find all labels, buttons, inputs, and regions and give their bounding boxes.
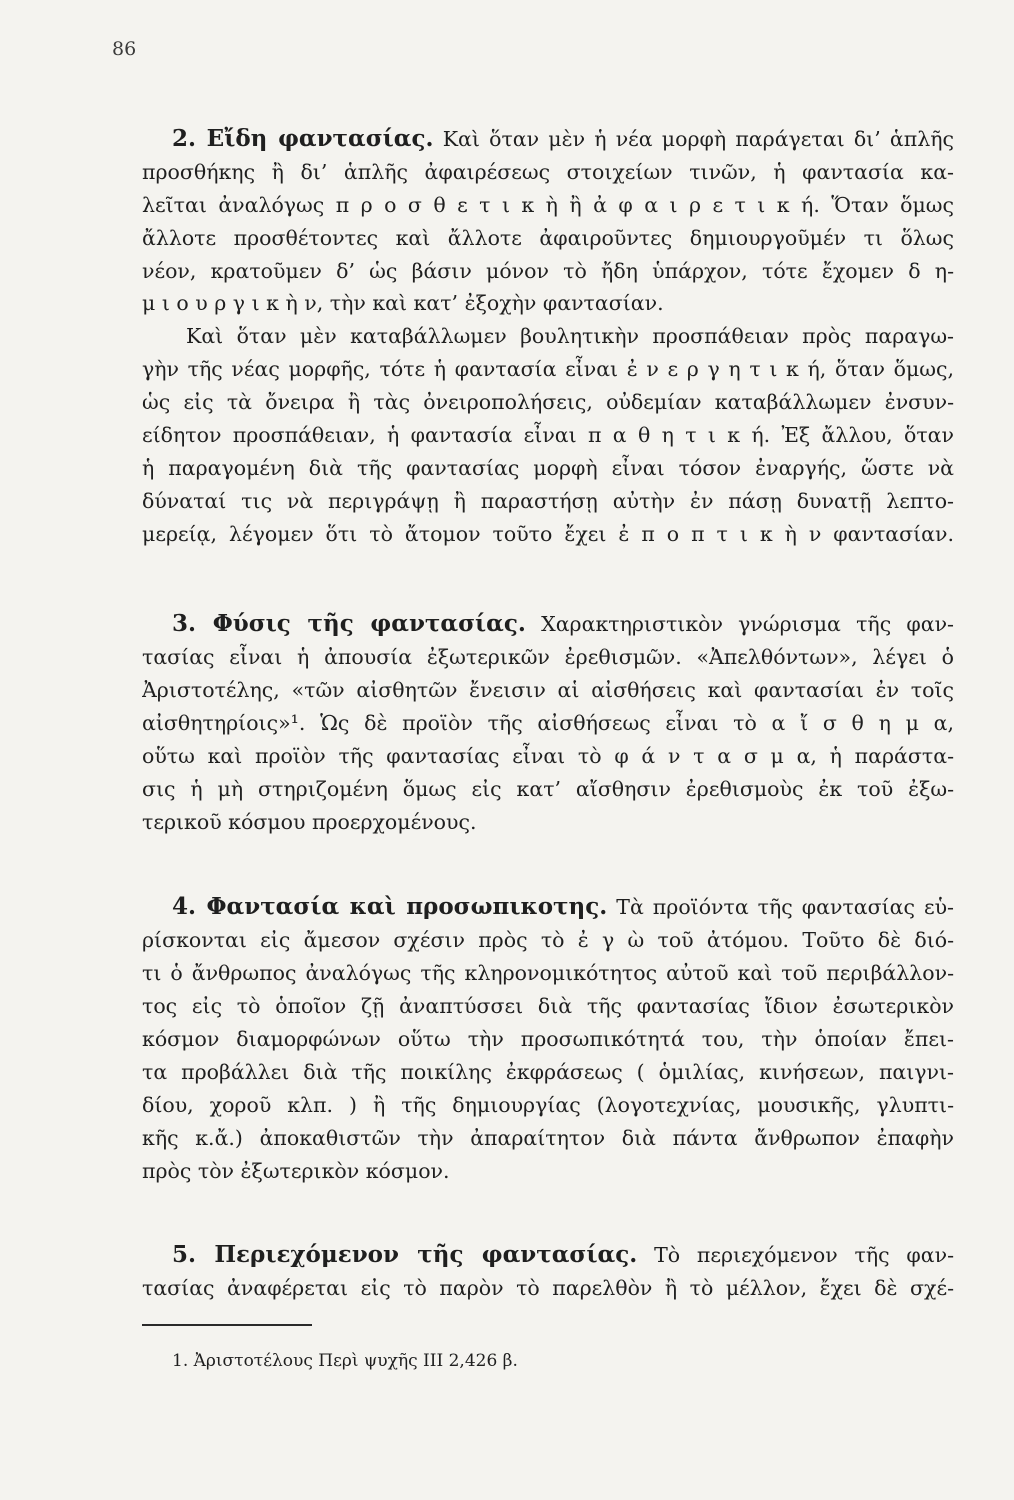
paragraph-line: πρὸς τὸν ἐξωτερικὸν κόσμον. — [142, 1159, 450, 1183]
section-2-first-line — [172, 124, 954, 154]
section-4-first-line — [172, 892, 954, 922]
footnote-divider — [142, 1324, 312, 1326]
paragraph-line: ρίσκονται εἰς ἄμεσον σχέσιν πρὸς τὸ ἐ γ ὼ τοῦ ἀτόμου. Τοῦτο δὲ διό- — [142, 928, 954, 952]
paragraph-line: Χαρακτηριστικὸν γνώρισμα τῆς φαν- — [541, 612, 954, 636]
paragraph-line: κῆς κ.ἄ.) ἀποκαθιστῶν τὴν ἀπαραίτητον διὰ πάντα ἄνθρωπον ἐπαφὴν — [142, 1126, 954, 1150]
paragraph-line: δύναταί τις νὰ περιγράψῃ ἢ παραστήσῃ αὐτὴν ἐν πάσῃ δυνατῇ λεπτο- — [142, 489, 954, 513]
paragraph-line: Ἀριστοτέλης, «τῶν αἰσθητῶν ἔνεισιν αἱ αἰσθήσεις καὶ φαντασίαι ἐν τοῖς — [142, 678, 954, 702]
paragraph-line: είδητον προσπάθειαν, ἡ φαντασία εἶναι π α θ η τ ι κ ή. Ἐξ ἄλλου, ὅταν — [142, 423, 954, 447]
paragraph-line: λεῖται ἀναλόγως π ρ ο σ θ ε τ ι κ ὴ ἢ ἀ φ α ι ρ ε τ ι κ ή. Ὅταν ὅμως — [142, 193, 954, 217]
section-3-heading: 3. Φύσις τῆς φαντασίας. — [172, 610, 526, 637]
paragraph-line: τασίας ἀναφέρεται εἰς τὸ παρὸν τὸ παρελθὸν ἢ τὸ μέλλον, ἔχει δὲ σχέ- — [142, 1276, 954, 1300]
paragraph-line: προσθήκης ἢ δι’ ἁπλῆς ἀφαιρέσεως στοιχείων τινῶν, ἡ φαντασία κα- — [142, 160, 954, 184]
paragraph-line: σις ἡ μὴ στηριζομένη ὅμως εἰς κατ’ αἴσθησιν ἐρεθισμοὺς ἐκ τοῦ ἐξω- — [142, 777, 954, 801]
paragraph-line: τασίας εἶναι ἡ ἀπουσία ἐξωτερικῶν ἐρεθισμῶν. «Ἀπελθόντων», λέγει ὁ — [142, 645, 954, 669]
paragraph-line: μ ι ο υ ρ γ ι κ ὴ ν, τὴν καὶ κατ’ ἐξοχὴν φαντασίαν. — [142, 291, 664, 315]
paragraph-line: τερικοῦ κόσμου προερχομένους. — [142, 810, 477, 834]
paragraph-line: Τὸ περιεχόμενον τῆς φαν- — [654, 1243, 954, 1267]
paragraph-line: οὕτω καὶ προϊὸν τῆς φαντασίας εἶναι τὸ φ ά ν τ α σ μ α, ἡ παράστα- — [142, 744, 954, 768]
paragraph-line: κόσμον διαμορφώνων οὕτω τὴν προσωπικότητά του, τὴν ὁποίαν ἔπει- — [142, 1027, 954, 1051]
paragraph-line: νέον, κρατοῦμεν δ’ ὡς βάσιν μόνον τὸ ἤδη ὑπάρχον, τότε ἔχομεν δ η- — [142, 259, 954, 283]
section-5-heading: 5. Περιεχόμενον τῆς φαντασίας. — [172, 1241, 638, 1268]
paragraph-line: ἄλλοτε προσθέτοντες καὶ ἄλλοτε ἀφαιροῦντες δημιουργοῦμέν τι ὅλως — [142, 226, 954, 250]
paragraph-line: τα προβάλλει διὰ τῆς ποικίλης ἐκφράσεως ( ὁμιλίας, κινήσεων, παιγνι- — [142, 1060, 954, 1084]
paragraph-line: μερείᾳ, λέγομεν ὅτι τὸ ἄτομον τοῦτο ἔχει ἐ π ο π τ ι κ ὴ ν φαντασίαν. — [142, 522, 954, 546]
paragraph-line: τι ὁ ἄνθρωπος ἀναλόγως τῆς κληρονομικότητος αὐτοῦ καὶ τοῦ περιβάλλον- — [142, 961, 954, 985]
paragraph-line: τος εἰς τὸ ὁποῖον ζῇ ἀναπτύσσει διὰ τῆς φαντασίας ἴδιον ἐσωτερικὸν — [142, 994, 954, 1018]
section-5-first-line — [172, 1240, 954, 1270]
paragraph-line: ἡ παραγομένη διὰ τῆς φαντασίας μορφὴ εἶναι τόσον ἐναργής, ὥστε νὰ — [142, 456, 954, 480]
paragraph-line: αἰσθητηρίοις»¹. Ὡς δὲ προϊὸν τῆς αἰσθήσεως εἶναι τὸ α ἴ σ θ η μ α, — [142, 711, 954, 735]
page-number: 86 — [112, 38, 137, 60]
paragraph-line: Τὰ προϊόντα τῆς φαντασίας εὑ- — [616, 895, 954, 919]
paragraph-line: δίου, χοροῦ κλπ. ) ἢ τῆς δημιουργίας (λογοτεχνίας, μουσικῆς, γλυπτι- — [142, 1093, 954, 1117]
paragraph-line: Καὶ ὅταν μὲν ἡ νέα μορφὴ παράγεται δι’ ἁπλῆς — [442, 127, 954, 151]
footnote: 1. Ἀριστοτέλους Περὶ ψυχῆς III 2,426 β. — [172, 1351, 518, 1371]
section-3-first-line — [172, 609, 954, 639]
section-4-heading: 4. Φαντασία καὶ προσωπικοτης. — [172, 893, 608, 920]
section-2-heading: 2. Εἴδη φαντασίας. — [172, 125, 434, 152]
paragraph-line: ὡς εἰς τὰ ὄνειρα ἢ τὰς ὀνειροπολήσεις, οὐδεμίαν καταβάλλωμεν ἐνσυν- — [142, 390, 954, 414]
paragraph-line: γὴν τῆς νέας μορφῆς, τότε ἡ φαντασία εἶναι ἐ ν ε ρ γ η τ ι κ ή, ὅταν ὅμως, — [142, 357, 954, 381]
paragraph-line: Καὶ ὅταν μὲν καταβάλλωμεν βουλητικὴν προσπάθειαν πρὸς παραγω- — [186, 324, 954, 348]
